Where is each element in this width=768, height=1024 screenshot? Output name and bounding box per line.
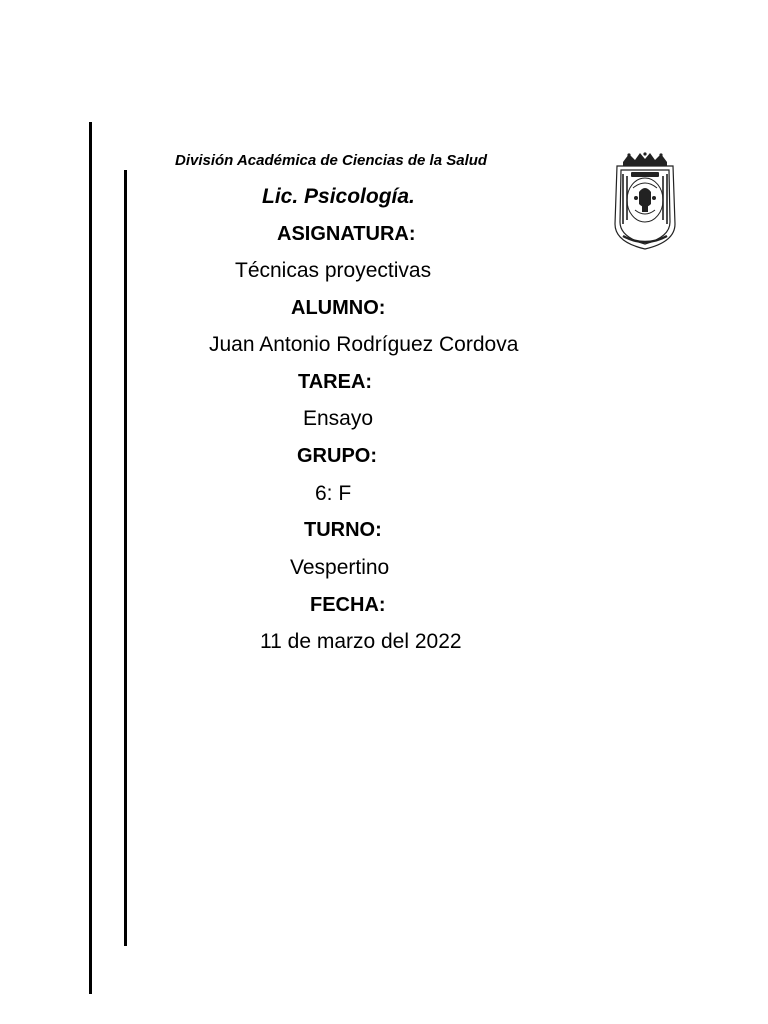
seal-crown xyxy=(623,152,667,166)
division-title: División Académica de Ciencias de la Salud xyxy=(175,152,488,169)
left-border-outer xyxy=(89,122,92,994)
seal-emblem xyxy=(634,188,656,212)
left-border-inner xyxy=(124,170,127,946)
subject-value: Técnicas proyectivas xyxy=(235,259,432,282)
university-seal-icon xyxy=(609,152,681,252)
group-label: GRUPO: xyxy=(297,445,377,467)
career-title: Lic. Psicología. xyxy=(262,185,415,208)
task-label: TAREA: xyxy=(298,371,373,393)
date-label: FECHA: xyxy=(310,594,386,616)
student-label: ALUMNO: xyxy=(291,297,386,319)
task-value: Ensayo xyxy=(303,407,374,430)
shift-label: TURNO: xyxy=(304,519,382,541)
subject-label: ASIGNATURA: xyxy=(277,223,416,245)
date-value: 11 de marzo del 2022 xyxy=(260,630,462,653)
group-value: 6: F xyxy=(315,482,352,505)
student-value: Juan Antonio Rodríguez Cordova xyxy=(209,333,519,356)
seal-top-band xyxy=(631,172,659,177)
shift-value: Vespertino xyxy=(290,556,390,579)
